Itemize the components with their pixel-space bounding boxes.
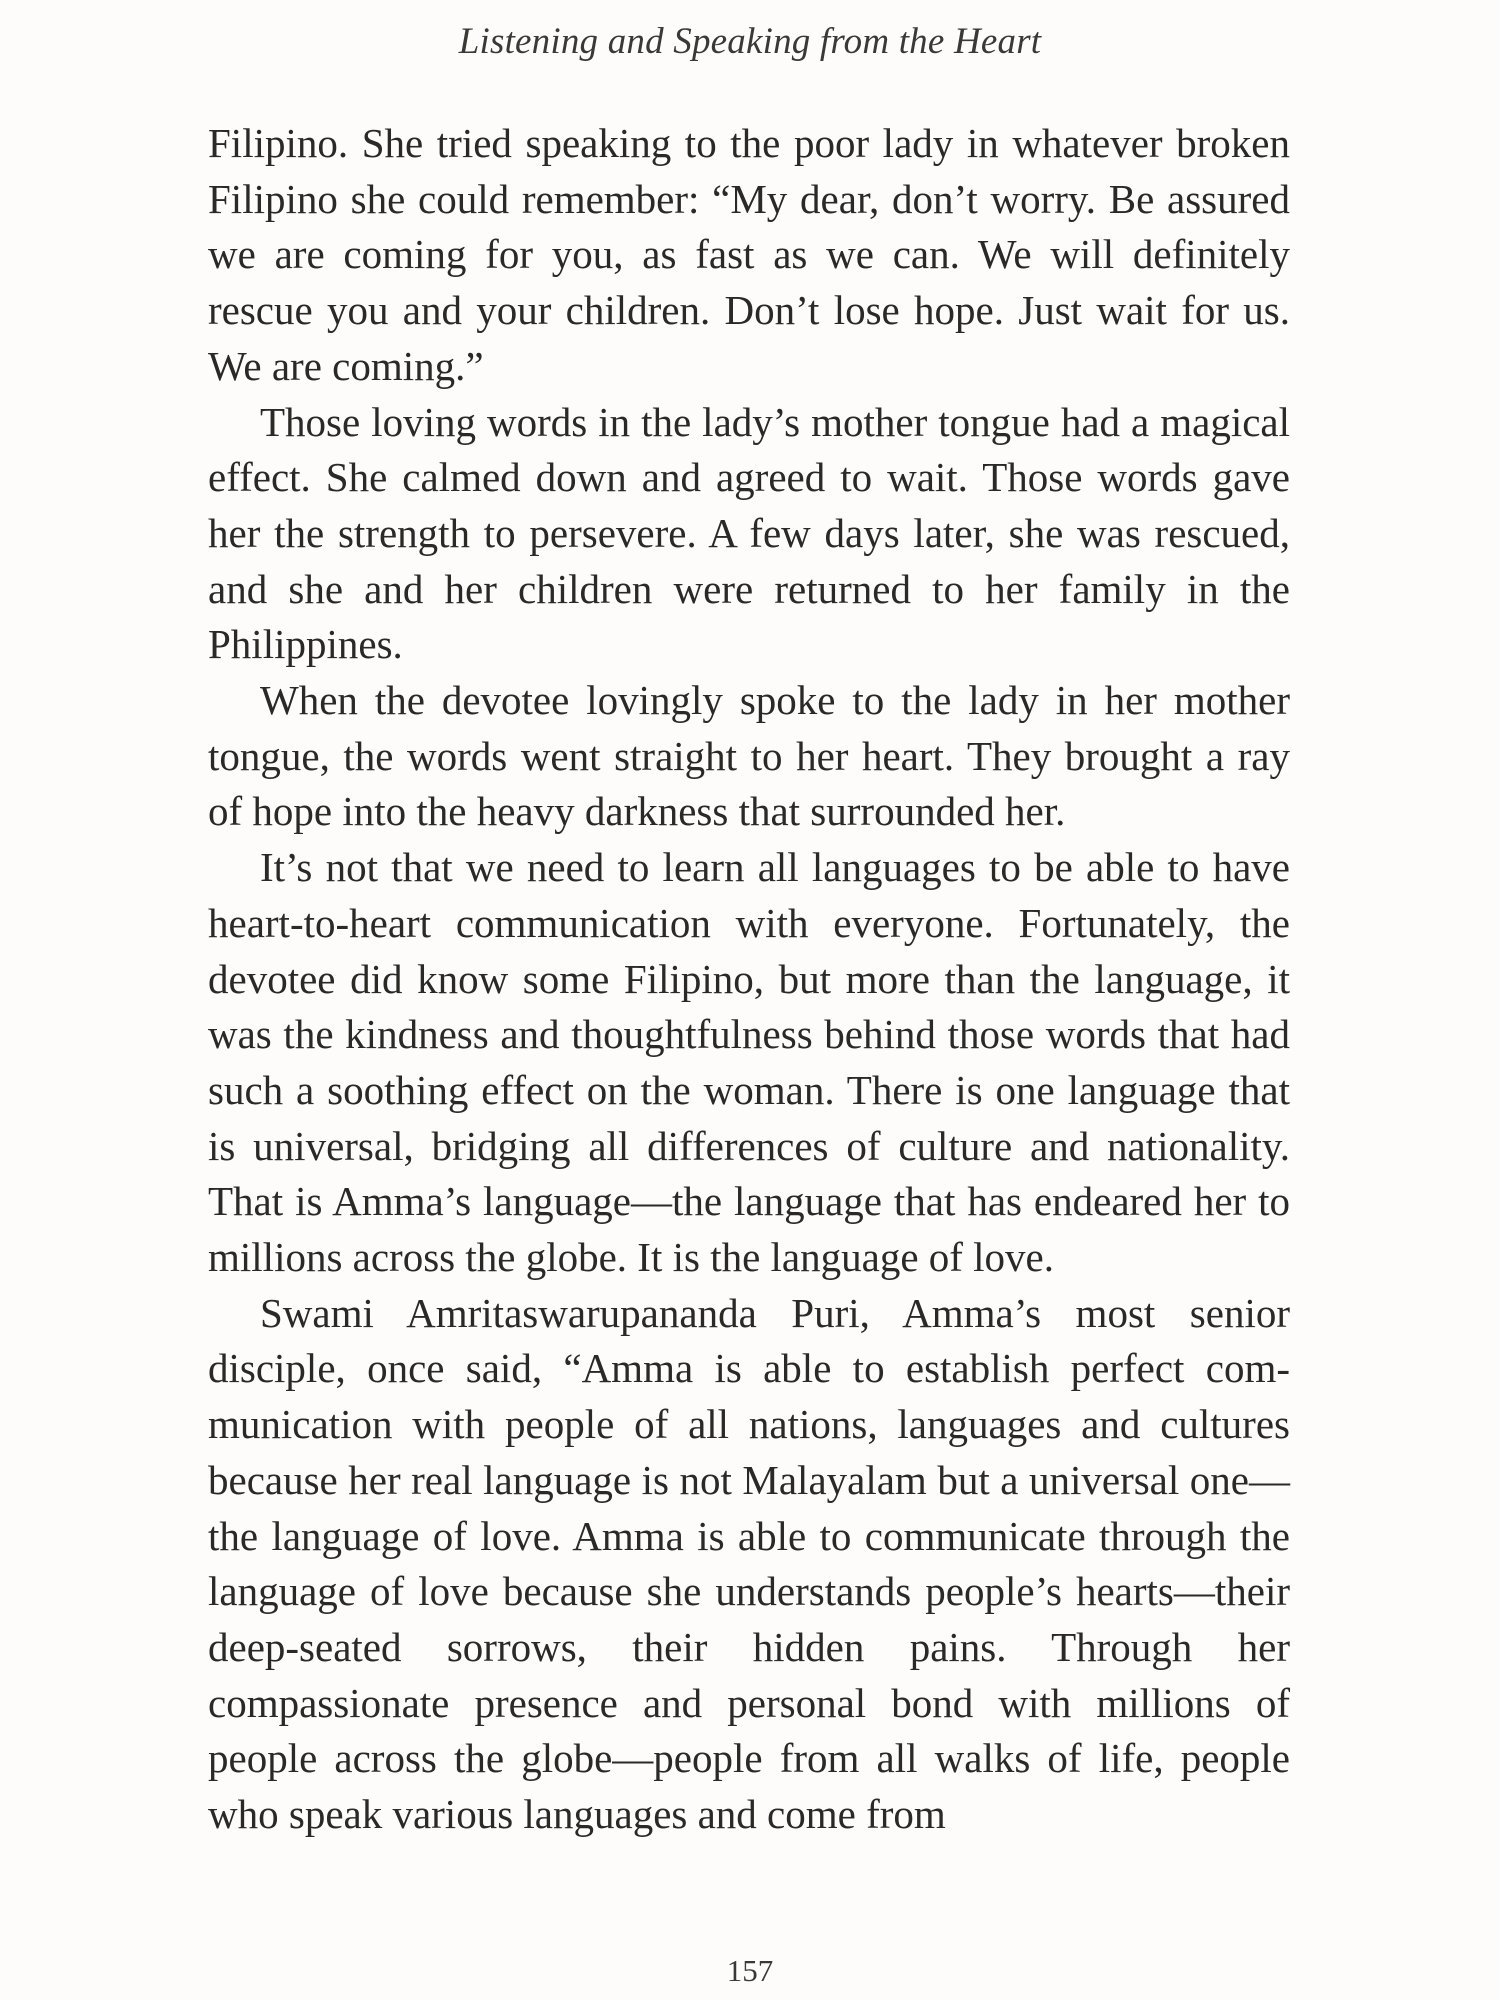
running-head: Listening and Speaking from the Heart	[458, 21, 1042, 62]
page-number: 157	[726, 1953, 774, 1988]
body-text	[208, 116, 1290, 1843]
paragraph: It’s not that we need to learn all languages to be able to have heart-to-heart communication with everyone. Fortunately, the devotee did know some Filipino, but more than the language, it was the kindness and thoughtfulness behind those words that had such a soothing effect on the woman. There is one language that is universal, bridging all differences of culture and nationality. That is Amma’s language—the language that has endeared her to millions across the globe. It is the language of love.	[208, 844, 1290, 1281]
paragraph: Those loving words in the lady’s mother tongue had a magical effect. She calmed down and agreed to wait. Those words gave her the strength to persevere. A few days later, she was rescued, and she and her children were returned to her family in the Philippines.	[208, 398, 1290, 668]
paragraph: When the devotee lovingly spoke to the lady in her mother tongue, the words went straight to her heart. They brought a ray of hope into the heavy darkness that surrounded her.	[208, 677, 1290, 835]
paragraph-continuation: Filipino. She tried speaking to the poor lady in whatever broken Filipino she could remember: “My dear, don’t worry. Be assured we are coming for you, as fast as we can. We will definitely rescue you and your children. Don’t lose hope. Just wait for us. We are coming.”	[208, 120, 1290, 389]
paragraph: Swami Amritaswarupananda Puri, Amma’s most senior disciple, once said, “Amma is able to establish perfect communication with people of all nations, languages and cultures because her real language is not Malayalam but a universal one—the language of love. Amma is able to communicate through the language of love because she understands people’s hearts—their deep-seated sorrows, their hidden pains. Through her compassionate presence and personal bond with millions of people across the globe—people from all walks of life, people who speak various languages and come from	[208, 1289, 1290, 1838]
